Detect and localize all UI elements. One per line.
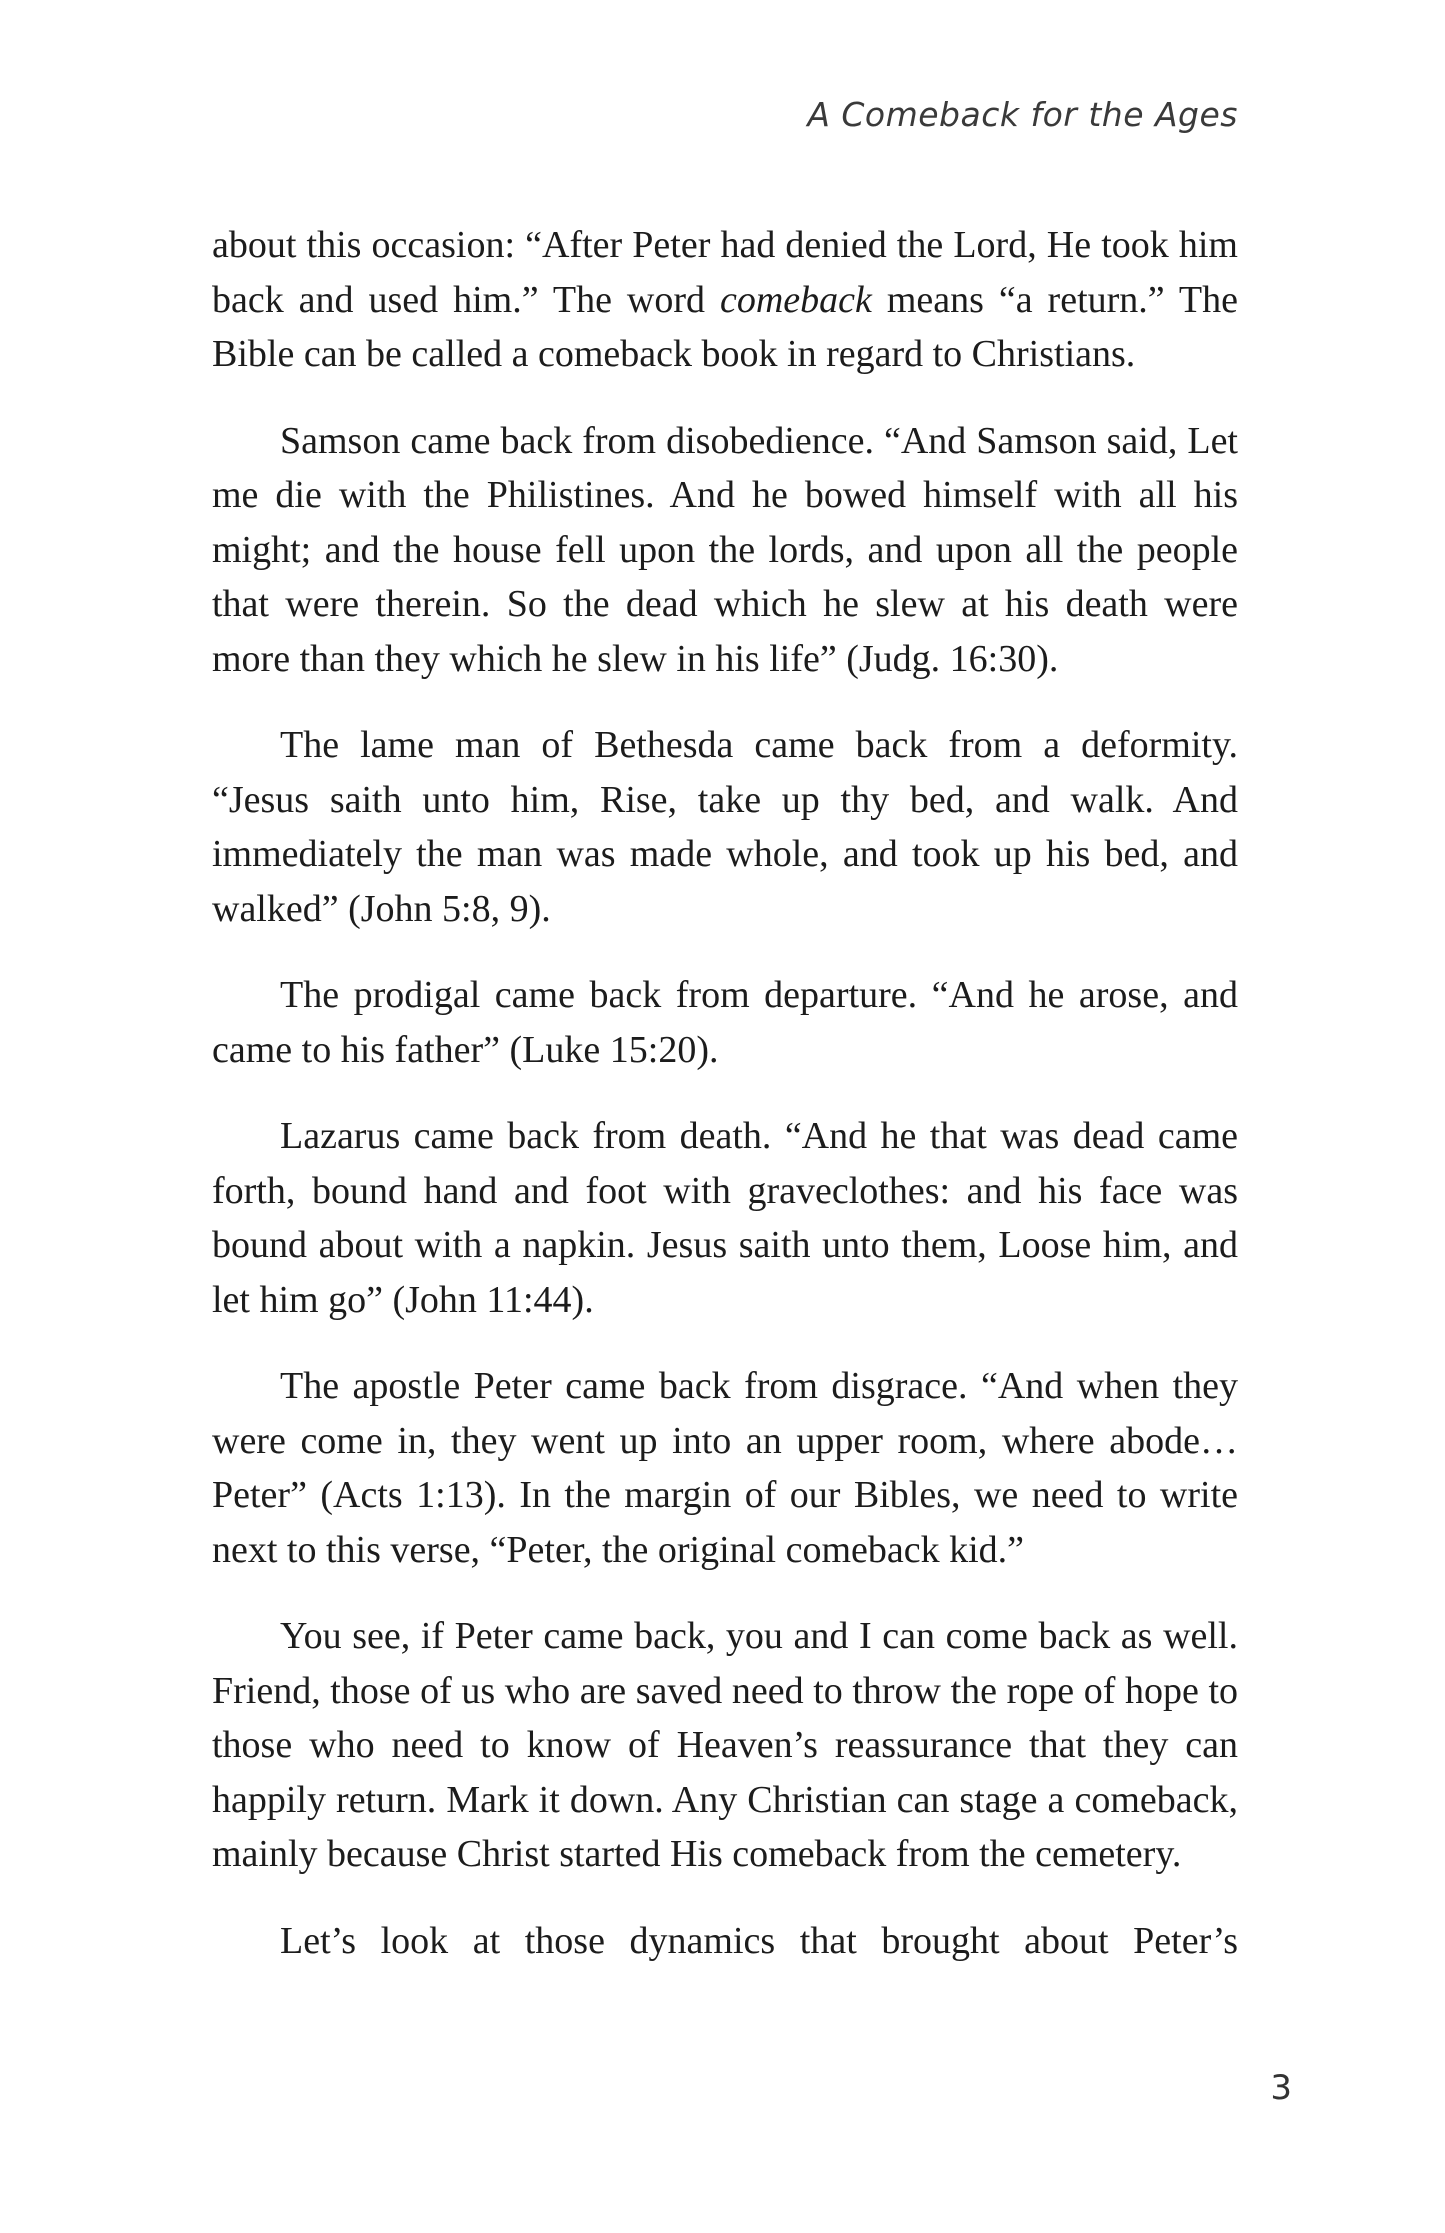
emphasis-comeback: comeback <box>719 278 872 321</box>
paragraph-1-text-after: means “a return.” The Bible can be called a comeback book in regard to Christians. <box>212 278 1238 375</box>
paragraph-bethesda: The lame man of Bethesda came back from a deformity. “Jesus saith unto him, Rise, take up thy bed, and walk. And immediately the man was made whole, and took up his bed, and walked” (John 5:8, 9). <box>212 724 1238 930</box>
paragraph-dynamics: Let’s look at those dynamics that brought about Peter’s <box>280 1919 1238 1962</box>
paragraph-prodigal: The prodigal came back from departure. “And he arose, and came to his father” (Luke 15:20). <box>212 974 1238 1071</box>
paragraph-1-text-before: about this occasion: “After Peter had denied the Lord, He took him back and used him.” The word <box>212 224 1238 321</box>
paragraph-peter: The apostle Peter came back from disgrace. “And when they were come in, they went up into an upper room, where abode… Peter” (Acts 1:13). In the margin of our Bibles, we need to write next to this verse, “Peter, the original comeback kid.” <box>212 1365 1238 1571</box>
paragraph-lazarus: Lazarus came back from death. “And he that was dead came forth, bound hand and foot with graveclothes: and his face was bound about with a napkin. Jesus saith unto them, Loose him, and let him go” (John 11:44). <box>212 1115 1238 1321</box>
body-text <box>212 218 1238 2000</box>
paragraph-1 <box>212 218 1238 382</box>
paragraph-samson: Samson came back from disobedience. “And Samson said, Let me die with the Philistines. And he bowed himself with all his might; and the house fell upon the lords, and upon all the people that were therein. So the dead which he slew at his death were more than they which he slew in his life” (Judg. 16:30). <box>212 419 1238 680</box>
running-header-title: A Comeback for the Ages <box>807 95 1238 134</box>
page-number: 3 <box>1270 2068 1292 2108</box>
paragraph-you-see: You see, if Peter came back, you and I can come back as well. Friend, those of us who are saved need to throw the rope of hope to those who need to know of Heaven’s reassurance that they can happily return. Mark it down. Any Christian can stage a comeback, mainly because Christ started His comeback from the cemetery. <box>212 1615 1238 1875</box>
